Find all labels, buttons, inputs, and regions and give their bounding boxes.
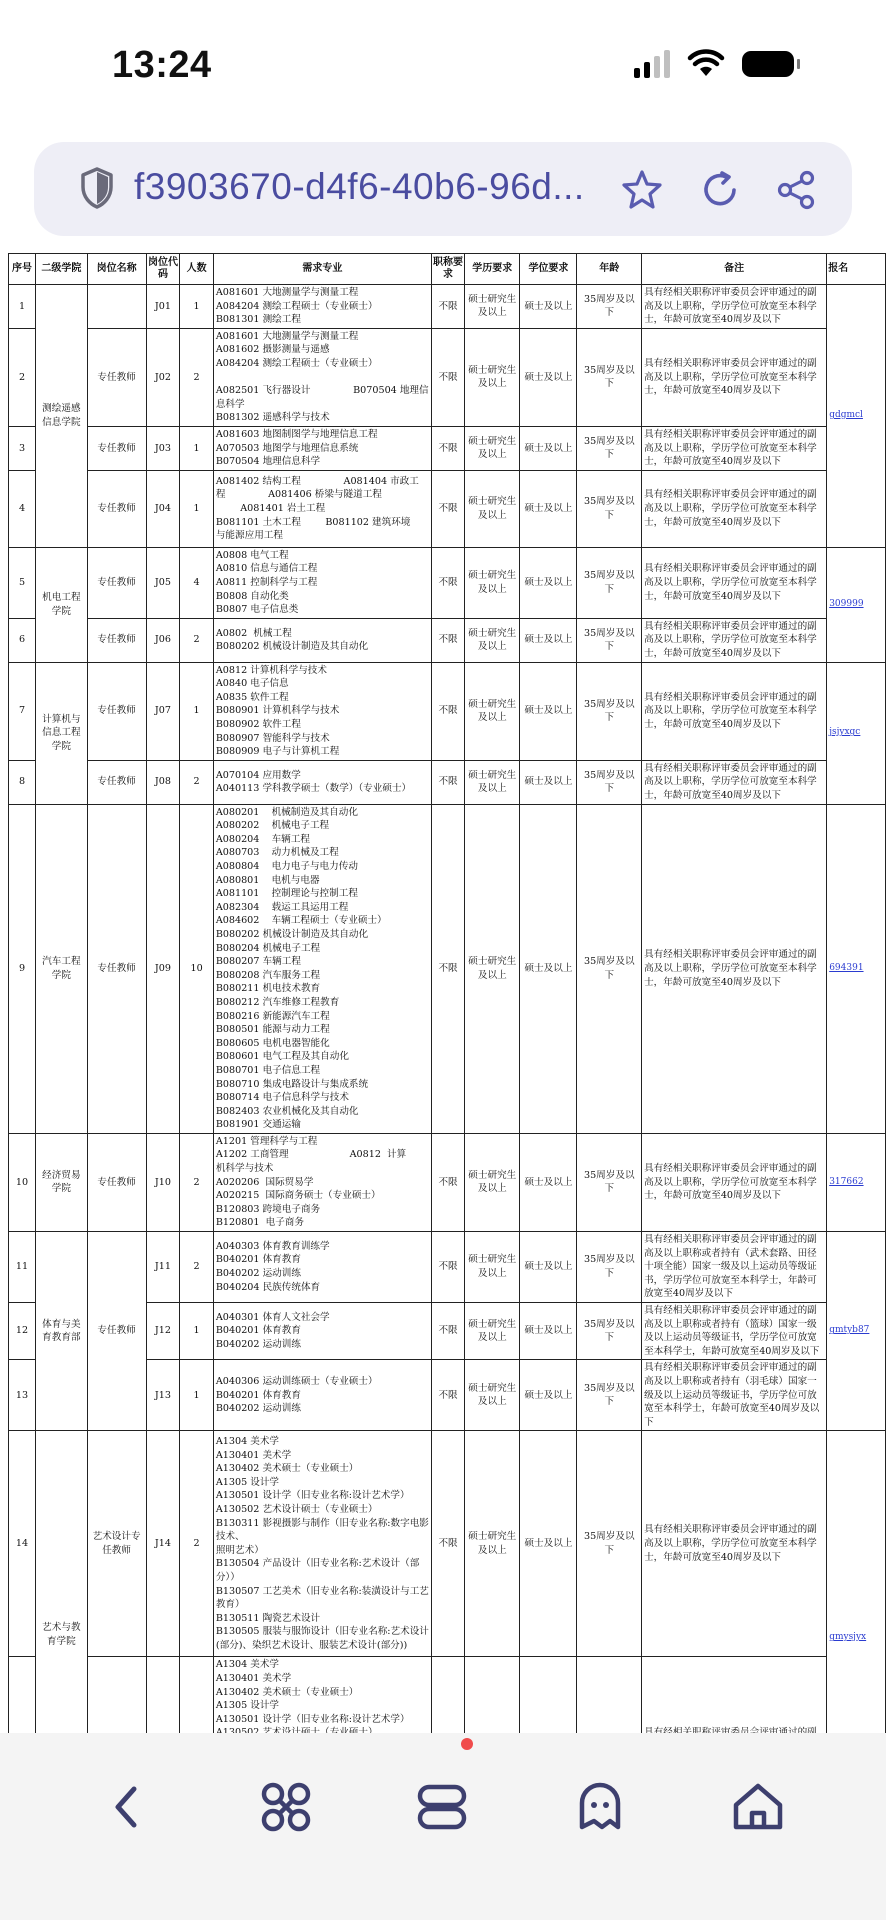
signup-link[interactable]: gmysjyx	[827, 1431, 886, 1837]
status-time: 13:24	[112, 44, 212, 86]
cell-count: 2	[180, 1232, 213, 1303]
cell-major: A040306 运动训练硕士（专业硕士） B040201 体育教育 B040202 运动训练	[215, 1375, 378, 1415]
cell-education: 硕士研究生及以上	[465, 470, 520, 547]
cell-post: 专任教师	[87, 328, 146, 426]
recruitment-table	[8, 253, 886, 1837]
header-degree: 学位要求	[520, 254, 577, 285]
cell-post: 艺术设计专任教师	[87, 1431, 146, 1657]
signup-link[interactable]: 317662	[827, 1133, 886, 1231]
cell-college: 测绘遥感信息学院	[36, 285, 88, 548]
cell-age: 35周岁及以下	[577, 470, 642, 547]
table-row	[9, 1232, 886, 1303]
cell-degree: 硕士及以上	[520, 285, 577, 329]
signup-link[interactable]: gdgmcl	[827, 285, 886, 548]
header-code: 岗位代码	[146, 254, 180, 285]
cell-note: 具有经相关职称评审委员会评审通过的副高及以上职称，学历学位可放宽至本科学士，年龄可放宽至40周岁及以下	[644, 489, 817, 528]
cell-note: 具有经相关职称评审委员会评审通过的副高及以上职称或者持有（羽毛球）国家一级及以上运动员等级证书，学历学位可放宽至本科学士，年龄可放宽至40周岁及以下	[644, 1362, 820, 1428]
table-row	[9, 804, 886, 1133]
cell-count: 1	[180, 426, 213, 470]
cell-code: J06	[146, 618, 180, 662]
cell-title: 不限	[431, 1431, 464, 1657]
cell-note: 具有经相关职称评审委员会评审通过的副高及以上职称，学历学位可放宽至本科学士，年龄可放宽至40周岁及以下	[644, 762, 817, 802]
cell-age: 35周岁及以下	[577, 804, 642, 1133]
cell-major: A080201 机械制造及其自动化 A080202 机械电子工程 A080204 车辆工程 A080703 动力机械及工程 A080804 电力电子与电力传动 A080801 电机与电器 A081101 控制理论与控制工程 A082304 载运工具运用工程 A084602 车辆工程硕士（专业硕士） B080202 机械设计制造及其自动化 B080204 机械电子工程 B080207 车辆工程 B080208 汽车服务工程 B080211 机电技术教育 B080212 汽车维修工程教育 B080216 新能源汽车工程 B080501 能源与动力工程 B080605 电机电器智能化 B080601 电气工程及其自动化 B080701 电子信息工程 B080710 集成电路设计与集成系统 B080714 电子信息科学与技术 B082403 农业机械化及其自动化 B081901 交通运输	[215, 806, 387, 1131]
cell-major: A081601 大地测量学与测量工程 A084204 测绘工程硕士（专业硕士） B081301 测绘工程	[215, 287, 378, 326]
cell-code: J03	[146, 426, 180, 470]
cell-note: 具有经相关职称评审委员会评审通过的副高及以上职称，学历学位可放宽至本科学士，年龄可放宽至40周岁及以下	[644, 563, 817, 602]
cell-education: 硕士研究生及以上	[465, 760, 520, 804]
cell-age: 35周岁及以下	[577, 1303, 642, 1360]
cell-note: 具有经相关职称评审委员会评审通过的副高及以上职称，学历学位可放宽至本科学士，年龄可放宽至40周岁及以下	[644, 691, 817, 731]
cell-age: 35周岁及以下	[577, 1360, 642, 1431]
chevron-left-icon	[108, 1783, 148, 1831]
cell-title: 不限	[431, 328, 464, 426]
signup-link[interactable]: 694391	[827, 804, 886, 1133]
table-row	[9, 547, 886, 618]
cell-age: 35周岁及以下	[577, 1232, 642, 1303]
cell-count: 2	[180, 1431, 213, 1657]
cell-major: A081601 大地测量学与测量工程 A081602 摄影测量与遥感 A084204 测绘工程硕士（专业硕士） A082501 飞行器设计 B070504 地理信 息科学 B081302 遥感科学与技术	[215, 330, 429, 424]
cell-degree: 硕士及以上	[520, 760, 577, 804]
cell-note: 具有经相关职称评审委员会评审通过的副高及以上职称，学历学位可放宽至本科学士，年龄可放宽至40周岁及以下	[644, 1524, 817, 1563]
table-row	[9, 328, 886, 426]
apps-button[interactable]	[250, 1771, 322, 1843]
header-signup: 报名	[827, 254, 886, 285]
cell-count: 1	[180, 285, 213, 329]
home-icon	[730, 1779, 786, 1835]
cell-post: 专任教师	[87, 426, 146, 470]
header-major: 需求专业	[213, 254, 431, 285]
cell-degree: 硕士及以上	[520, 426, 577, 470]
cell-count: 1	[180, 1303, 213, 1360]
cell-education: 硕士研究生及以上	[465, 547, 520, 618]
cell-college: 计算机与信息工程学院	[36, 662, 88, 804]
cell-degree: 硕士及以上	[520, 1232, 577, 1303]
cell-post: 专任教师	[87, 662, 146, 760]
cell-code: J14	[146, 1431, 180, 1657]
table-row	[9, 1431, 886, 1657]
cell-major: A1304 美术学 A130401 美术学 A130402 美术硕士（专业硕士） A1305 设计学 A130501 设计学（旧专业名称:设计艺术学） A130502 艺术设计硕士（专业硕士） B130311 影视摄影与制作（旧专业名称:数字电影 技术、 照明艺术） B130504 产品设计（旧专业名称:艺术设计（部 分）） B130507 工艺美术（旧专业名称:装潢设计与工艺 教育） B130511 陶瓷艺术设计 B130505 服装与服饰设计（旧专业名称:艺术设计 (部分)、染织艺术设计、服装艺术设计(部分))	[215, 1436, 429, 1651]
cell-code: J04	[146, 470, 180, 547]
cell-title: 不限	[431, 547, 464, 618]
cell-post: 专任教师	[87, 1232, 146, 1431]
cell-post: 专任教师	[87, 1133, 146, 1231]
address-bar[interactable]	[34, 142, 852, 236]
cell-college: 机电工程学院	[36, 547, 88, 662]
cell-education: 硕士研究生及以上	[465, 426, 520, 470]
cell-education: 硕士研究生及以上	[465, 285, 520, 329]
cell-code: J02	[146, 328, 180, 426]
wifi-icon	[688, 50, 724, 78]
cell-note: 具有经相关职称评审委员会评审通过的副高及以上职称，学历学位可放宽至本科学士，年龄可放宽至40周岁及以下	[644, 620, 817, 659]
cell-post: 专任教师	[87, 618, 146, 662]
cell-count: 1	[180, 470, 213, 547]
cell-degree: 硕士及以上	[520, 328, 577, 426]
cell-title: 不限	[431, 1360, 464, 1431]
header-note: 备注	[642, 254, 827, 285]
cell-major: A040301 体育人文社会学 B040201 体育教育 B040202 运动训练	[215, 1311, 330, 1350]
signup-link[interactable]: gmtyb87	[827, 1232, 886, 1431]
cell-degree: 硕士及以上	[520, 1133, 577, 1231]
star-icon[interactable]	[620, 168, 664, 212]
cell-code: J01	[146, 285, 180, 329]
cell-code: J11	[146, 1232, 180, 1303]
cell-age: 35周岁及以下	[577, 760, 642, 804]
cell-title: 不限	[431, 1133, 464, 1231]
cell-age: 35周岁及以下	[577, 547, 642, 618]
cell-note: 具有经相关职称评审委员会评审通过的副高及以上职称，学历学位可放宽至本科学士，年龄可放宽至40周岁及以下	[644, 428, 817, 468]
cell-code: J12	[146, 1303, 180, 1360]
cell-title: 不限	[431, 804, 464, 1133]
cell-education: 硕士研究生及以上	[465, 804, 520, 1133]
cell-major: A081402 结构工程 A081404 市政工 程 A081406 桥梁与隧道工程 A081401 岩土工程 B081101 土木工程 B081102 建筑环境 与能源应用工程	[215, 475, 419, 542]
cell-college: 艺术与教育学院	[36, 1431, 88, 1837]
tabs-icon	[414, 1779, 470, 1835]
url-text[interactable]: f3903670-d4f6-40b6-96d...	[134, 166, 585, 207]
cell-major: A0808 电气工程 A0810 信息与通信工程 A0811 控制科学与工程 B0808 自动化类 B0807 电子信息类	[215, 549, 318, 616]
assistant-button[interactable]	[564, 1771, 636, 1843]
cell-note: 具有经相关职称评审委员会评审通过的副高及以上职称，学历学位可放宽至本科学士，年龄可放宽至40周岁及以下	[644, 357, 817, 397]
cell-no: 8	[9, 760, 36, 804]
tabs-button[interactable]	[406, 1771, 478, 1843]
cell-age: 35周岁及以下	[577, 426, 642, 470]
cell-post	[87, 285, 146, 329]
cell-title: 不限	[431, 1232, 464, 1303]
table-row	[9, 1133, 886, 1231]
document-viewer[interactable]	[0, 253, 886, 1733]
cell-note: 具有经相关职称评审委员会评审通过的副高及以上职称，学历学位可放宽至本科学士，年龄可放宽至40周岁及以下	[644, 949, 817, 988]
header-age: 年龄	[577, 254, 642, 285]
cell-no: 7	[9, 662, 36, 760]
cell-no: 9	[9, 804, 36, 1133]
table-row	[9, 285, 886, 329]
signal-icon	[634, 50, 670, 78]
cell-note: 具有经相关职称评审委员会评审通过的副高及以上职称或者持有（篮球）国家一级及以上运动员等级证书，学历学位可放宽至本科学士，年龄可放宽至40周岁及以下	[644, 1305, 820, 1357]
signup-link[interactable]: 309999	[827, 547, 886, 662]
cell-title: 不限	[431, 662, 464, 760]
cell-title: 不限	[431, 285, 464, 329]
cell-no: 3	[9, 426, 36, 470]
cell-education: 硕士研究生及以上	[465, 1431, 520, 1657]
header-post: 岗位名称	[87, 254, 146, 285]
table-row	[9, 662, 886, 760]
cell-title: 不限	[431, 1303, 464, 1360]
cell-degree: 硕士及以上	[520, 1303, 577, 1360]
cell-college: 汽车工程学院	[36, 804, 88, 1133]
cell-code: J09	[146, 804, 180, 1133]
cell-no: 10	[9, 1133, 36, 1231]
header-no: 序号	[9, 254, 36, 285]
table-row	[9, 760, 886, 804]
cell-degree: 硕士及以上	[520, 1360, 577, 1431]
cell-degree: 硕士及以上	[520, 470, 577, 547]
cell-count: 2	[180, 1133, 213, 1231]
cell-no: 14	[9, 1431, 36, 1657]
cell-title: 不限	[431, 618, 464, 662]
cell-no: 4	[9, 470, 36, 547]
table-row	[9, 470, 886, 547]
table-row	[9, 426, 886, 470]
home-button[interactable]	[722, 1771, 794, 1843]
cell-note: 具有经相关职称评审委员会评审通过的副高及以上职称，学历学位可放宽至本科学士，年龄可放宽至40周岁及以下	[644, 287, 817, 326]
cell-count: 1	[180, 662, 213, 760]
cell-no: 1	[9, 285, 36, 329]
table-header-row	[9, 254, 886, 285]
cell-code: J07	[146, 662, 180, 760]
cell-count: 2	[180, 760, 213, 804]
cell-no: 13	[9, 1360, 36, 1431]
cell-title: 不限	[431, 470, 464, 547]
cell-major: A1201 管理科学与工程 A1202 工商管理 A0812 计算 机科学与技术 A020206 国际贸易学 A020215 国际商务硕士（专业硕士） B120803 跨境电子商务 B120801 电子商务	[215, 1135, 407, 1229]
cell-title: 不限	[431, 426, 464, 470]
cell-degree: 硕士及以上	[520, 618, 577, 662]
cell-degree: 硕士及以上	[520, 547, 577, 618]
cell-code: J05	[146, 547, 180, 618]
cell-post: 专任教师	[87, 547, 146, 618]
cell-age: 35周岁及以下	[577, 285, 642, 329]
cell-age: 35周岁及以下	[577, 1431, 642, 1657]
cell-no: 12	[9, 1303, 36, 1360]
share-icon[interactable]	[774, 168, 818, 212]
cell-no: 11	[9, 1232, 36, 1303]
status-bar	[0, 0, 886, 130]
cell-major: A081603 地图制图学与地理信息工程 A070503 地图学与地理信息系统 B070504 地理信息科学	[215, 428, 378, 468]
cell-major: A070104 应用数学 A040113 学科教学硕士（数学）（专业硕士）	[215, 769, 412, 795]
cell-code: J10	[146, 1133, 180, 1231]
signup-link[interactable]: jsjyxgc	[827, 662, 886, 804]
cell-college: 经济贸易学院	[36, 1133, 88, 1231]
cell-education: 硕士研究生及以上	[465, 1133, 520, 1231]
cell-post: 专任教师	[87, 760, 146, 804]
header-college: 二级学院	[36, 254, 88, 285]
cell-major: A040303 体育教育训练学 B040201 体育教育 B040202 运动训练 B040204 民族传统体育	[215, 1240, 330, 1293]
cell-count: 4	[180, 547, 213, 618]
cell-count: 10	[180, 804, 213, 1133]
battery-icon	[742, 51, 794, 77]
reload-icon[interactable]	[698, 168, 742, 212]
cell-count: 1	[180, 1360, 213, 1431]
shield-icon[interactable]	[80, 166, 114, 210]
cell-major: A0812 计算机科学与技术 A0840 电子信息 A0835 软件工程 B080901 计算机科学与技术 B080902 软件工程 B080907 智能科学与技术 B080909 电子与计算机工程	[215, 664, 340, 758]
bottom-navigation	[0, 1733, 886, 1920]
cell-education: 硕士研究生及以上	[465, 618, 520, 662]
notification-dot	[461, 1738, 473, 1750]
cell-degree: 硕士及以上	[520, 1431, 577, 1657]
cell-title: 不限	[431, 760, 464, 804]
cell-education: 硕士研究生及以上	[465, 1232, 520, 1303]
cell-code: J08	[146, 760, 180, 804]
cell-count: 2	[180, 328, 213, 426]
cell-education: 硕士研究生及以上	[465, 1360, 520, 1431]
cell-code: J13	[146, 1360, 180, 1431]
header-count: 人数	[180, 254, 213, 285]
header-education: 学历要求	[465, 254, 520, 285]
cell-post: 专任教师	[87, 470, 146, 547]
back-button[interactable]	[92, 1771, 164, 1843]
cell-note: 具有经相关职称评审委员会评审通过的副高及以上职称或者持有（武术套路、田径十项全能）国家一级及以上运动员等级证书，学历学位可放宽至本科学士，年龄可放宽至40周岁及以下	[644, 1234, 817, 1300]
table-row	[9, 618, 886, 662]
cell-degree: 硕士及以上	[520, 662, 577, 760]
cell-age: 35周岁及以下	[577, 662, 642, 760]
cell-age: 35周岁及以下	[577, 618, 642, 662]
cell-major: A0802 机械工程 B080202 机械设计制造及其自动化	[215, 627, 369, 653]
cell-major: A1304 美术学 A130401 美术学 A130402 美术硕士（专业硕士） A1305 设计学 A130501 设计学（旧专业名称:设计艺术学）	[215, 1659, 410, 1725]
cell-no: 2	[9, 328, 36, 426]
ghost-icon	[572, 1779, 628, 1835]
cell-degree: 硕士及以上	[520, 804, 577, 1133]
cell-education: 硕士研究生及以上	[465, 662, 520, 760]
cell-age: 35周岁及以下	[577, 328, 642, 426]
cell-post: 专任教师	[87, 804, 146, 1133]
status-icons	[634, 50, 794, 78]
header-title: 职称要求	[431, 254, 464, 285]
cell-education: 硕士研究生及以上	[465, 1303, 520, 1360]
cell-count: 2	[180, 618, 213, 662]
cell-education: 硕士研究生及以上	[465, 328, 520, 426]
cell-no: 5	[9, 547, 36, 618]
cell-no: 6	[9, 618, 36, 662]
cell-age: 35周岁及以下	[577, 1133, 642, 1231]
cell-college: 体育与美育教育部	[36, 1232, 88, 1431]
cell-note: 具有经相关职称评审委员会评审通过的副高及以上职称，学历学位可放宽至本科学士，年龄可放宽至40周岁及以下	[644, 1163, 817, 1202]
apps-icon	[258, 1779, 314, 1835]
